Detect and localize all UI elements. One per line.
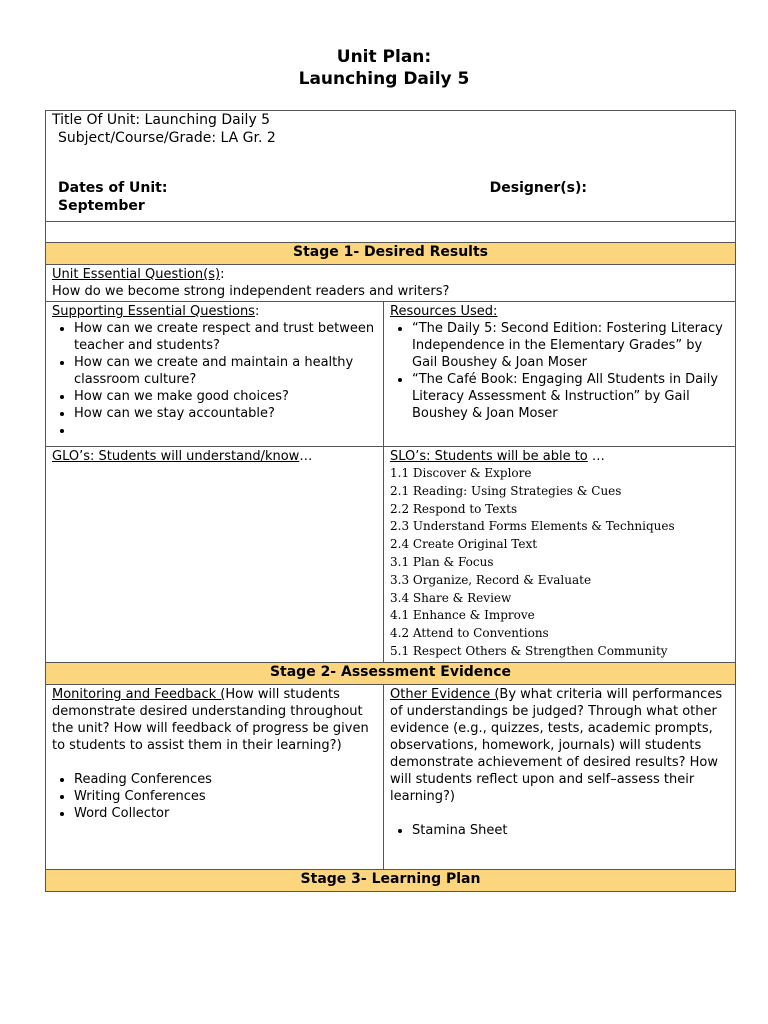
slo-item: 3.1 Plan & Focus <box>390 554 494 569</box>
monitoring-item: • Writing Conferences <box>74 788 377 805</box>
supporting-item: • How can we create and maintain a healthy classroom culture? <box>74 354 377 388</box>
essential-label: Unit Essential Question(s) <box>52 267 221 282</box>
slo-suffix: … <box>587 449 605 464</box>
resource-item: • “The Café Book: Engaging All Students in Daily Literacy Assessment & Instruction” by Gail Boushey & Joan Moser <box>412 371 729 422</box>
monitoring-cell <box>46 684 384 869</box>
supporting-item: • How can we make good choices? <box>74 388 377 405</box>
header-row <box>46 111 736 222</box>
supporting-questions-cell <box>46 302 384 447</box>
spacer-cell <box>46 222 736 243</box>
slo-item: 2.1 Reading: Using Strategies & Cues <box>390 483 622 498</box>
stage-1-row <box>46 243 736 265</box>
subject-course-grade: Subject/Course/Grade: LA Gr. 2 <box>58 130 276 146</box>
monitoring-item: • Word Collector <box>74 805 377 822</box>
supporting-list <box>52 320 377 439</box>
glo-slo-row <box>46 447 736 663</box>
other-evidence-label: Other Evidence ( <box>390 686 500 702</box>
resource-item: • “The Daily 5: Second Edition: Fostering Literacy Independence in the Elementary Grades” by Gail Boushey & Joan Moser <box>412 320 729 371</box>
supporting-item: • How can we create respect and trust between teacher and students? <box>74 320 377 354</box>
supporting-label: Supporting Essential Questions <box>52 304 255 319</box>
spacer <box>390 805 729 822</box>
questions-resources-row <box>46 302 736 447</box>
dates-value: September <box>58 198 145 214</box>
dates-block <box>58 179 167 215</box>
other-evidence-paragraph <box>390 686 729 805</box>
other-evidence-text: By what criteria will performances of understandings be judged? Through what other evidence (e.g., quizzes, tests, academic prompts, observations, homework, journals) will students demonstrate achievement of desired results? How will students reflect upon and self–assess their learning?) <box>390 686 723 804</box>
dates-designer-row <box>52 179 727 215</box>
slo-item: 5.1 Respect Others & Strengthen Community <box>390 643 668 658</box>
supporting-item: • How can we stay accountable? <box>74 405 377 422</box>
slo-item: 2.2 Respond to Texts <box>390 501 518 516</box>
resources-cell <box>384 302 736 447</box>
essential-colon: : <box>220 267 225 282</box>
resources-label: Resources Used: <box>390 304 498 319</box>
dates-label: Dates of Unit: <box>58 180 168 196</box>
monitoring-list <box>52 771 377 822</box>
stage-3-row <box>46 869 736 891</box>
slo-item: 1.1 Discover & Explore <box>390 466 532 480</box>
essential-question-row <box>46 265 736 302</box>
spacer <box>52 754 377 771</box>
slo-item: 4.1 Enhance & Improve <box>390 608 535 623</box>
document-title <box>0 46 768 90</box>
slo-label: SLO’s: Students will be able to <box>390 449 588 464</box>
evidence-row <box>46 684 736 869</box>
essential-question: How do we become strong independent readers and writers? <box>52 284 450 299</box>
designers-label: Designer(s): <box>489 180 588 196</box>
stage-2-heading: Stage 2- Assessment Evidence <box>46 662 736 684</box>
other-evidence-cell <box>384 684 736 869</box>
stage-2-row <box>46 662 736 684</box>
title-line-2: Launching Daily 5 <box>298 69 470 89</box>
resources-list <box>390 320 729 422</box>
title-of-unit: Title Of Unit: Launching Daily 5 <box>52 112 271 128</box>
slo-label-line <box>390 448 729 465</box>
title-line-1: Unit Plan: <box>336 47 432 67</box>
unit-plan-table <box>45 110 736 892</box>
stage-1-heading: Stage 1- Desired Results <box>46 243 736 265</box>
slo-item: 2.3 Understand Forms Elements & Techniques <box>390 519 675 534</box>
monitoring-label: Monitoring and Feedback ( <box>52 686 226 702</box>
supporting-colon: : <box>254 304 260 319</box>
slo-item: 3.3 Organize, Record & Evaluate <box>390 572 592 587</box>
slo-item: 4.2 Attend to Conventions <box>390 626 549 641</box>
supporting-label-line <box>52 303 377 320</box>
monitoring-text: How will students demonstrate desired understanding throughout the unit? How will feedback of progress be given to students to assist them in their learning?) <box>52 686 369 753</box>
unit-header-cell <box>46 111 736 222</box>
essential-question-cell <box>46 265 736 302</box>
slo-list <box>390 465 729 661</box>
supporting-item <box>74 422 377 439</box>
stage-3-heading: Stage 3- Learning Plan <box>46 869 736 891</box>
slo-cell <box>384 447 736 663</box>
glo-label-line <box>52 448 377 465</box>
other-evidence-list <box>390 822 729 839</box>
essential-label-line <box>52 266 729 283</box>
slo-item: 2.4 Create Original Text <box>390 537 538 552</box>
monitoring-paragraph <box>52 686 377 754</box>
slo-item: 3.4 Share & Review <box>390 590 512 605</box>
glo-cell <box>46 447 384 663</box>
monitoring-item: • Reading Conferences <box>74 771 377 788</box>
other-evidence-item: • Stamina Sheet <box>412 822 729 839</box>
spacer-row <box>46 222 736 243</box>
glo-suffix: … <box>299 449 313 464</box>
glo-label: GLO’s: Students will understand/know <box>52 449 300 464</box>
